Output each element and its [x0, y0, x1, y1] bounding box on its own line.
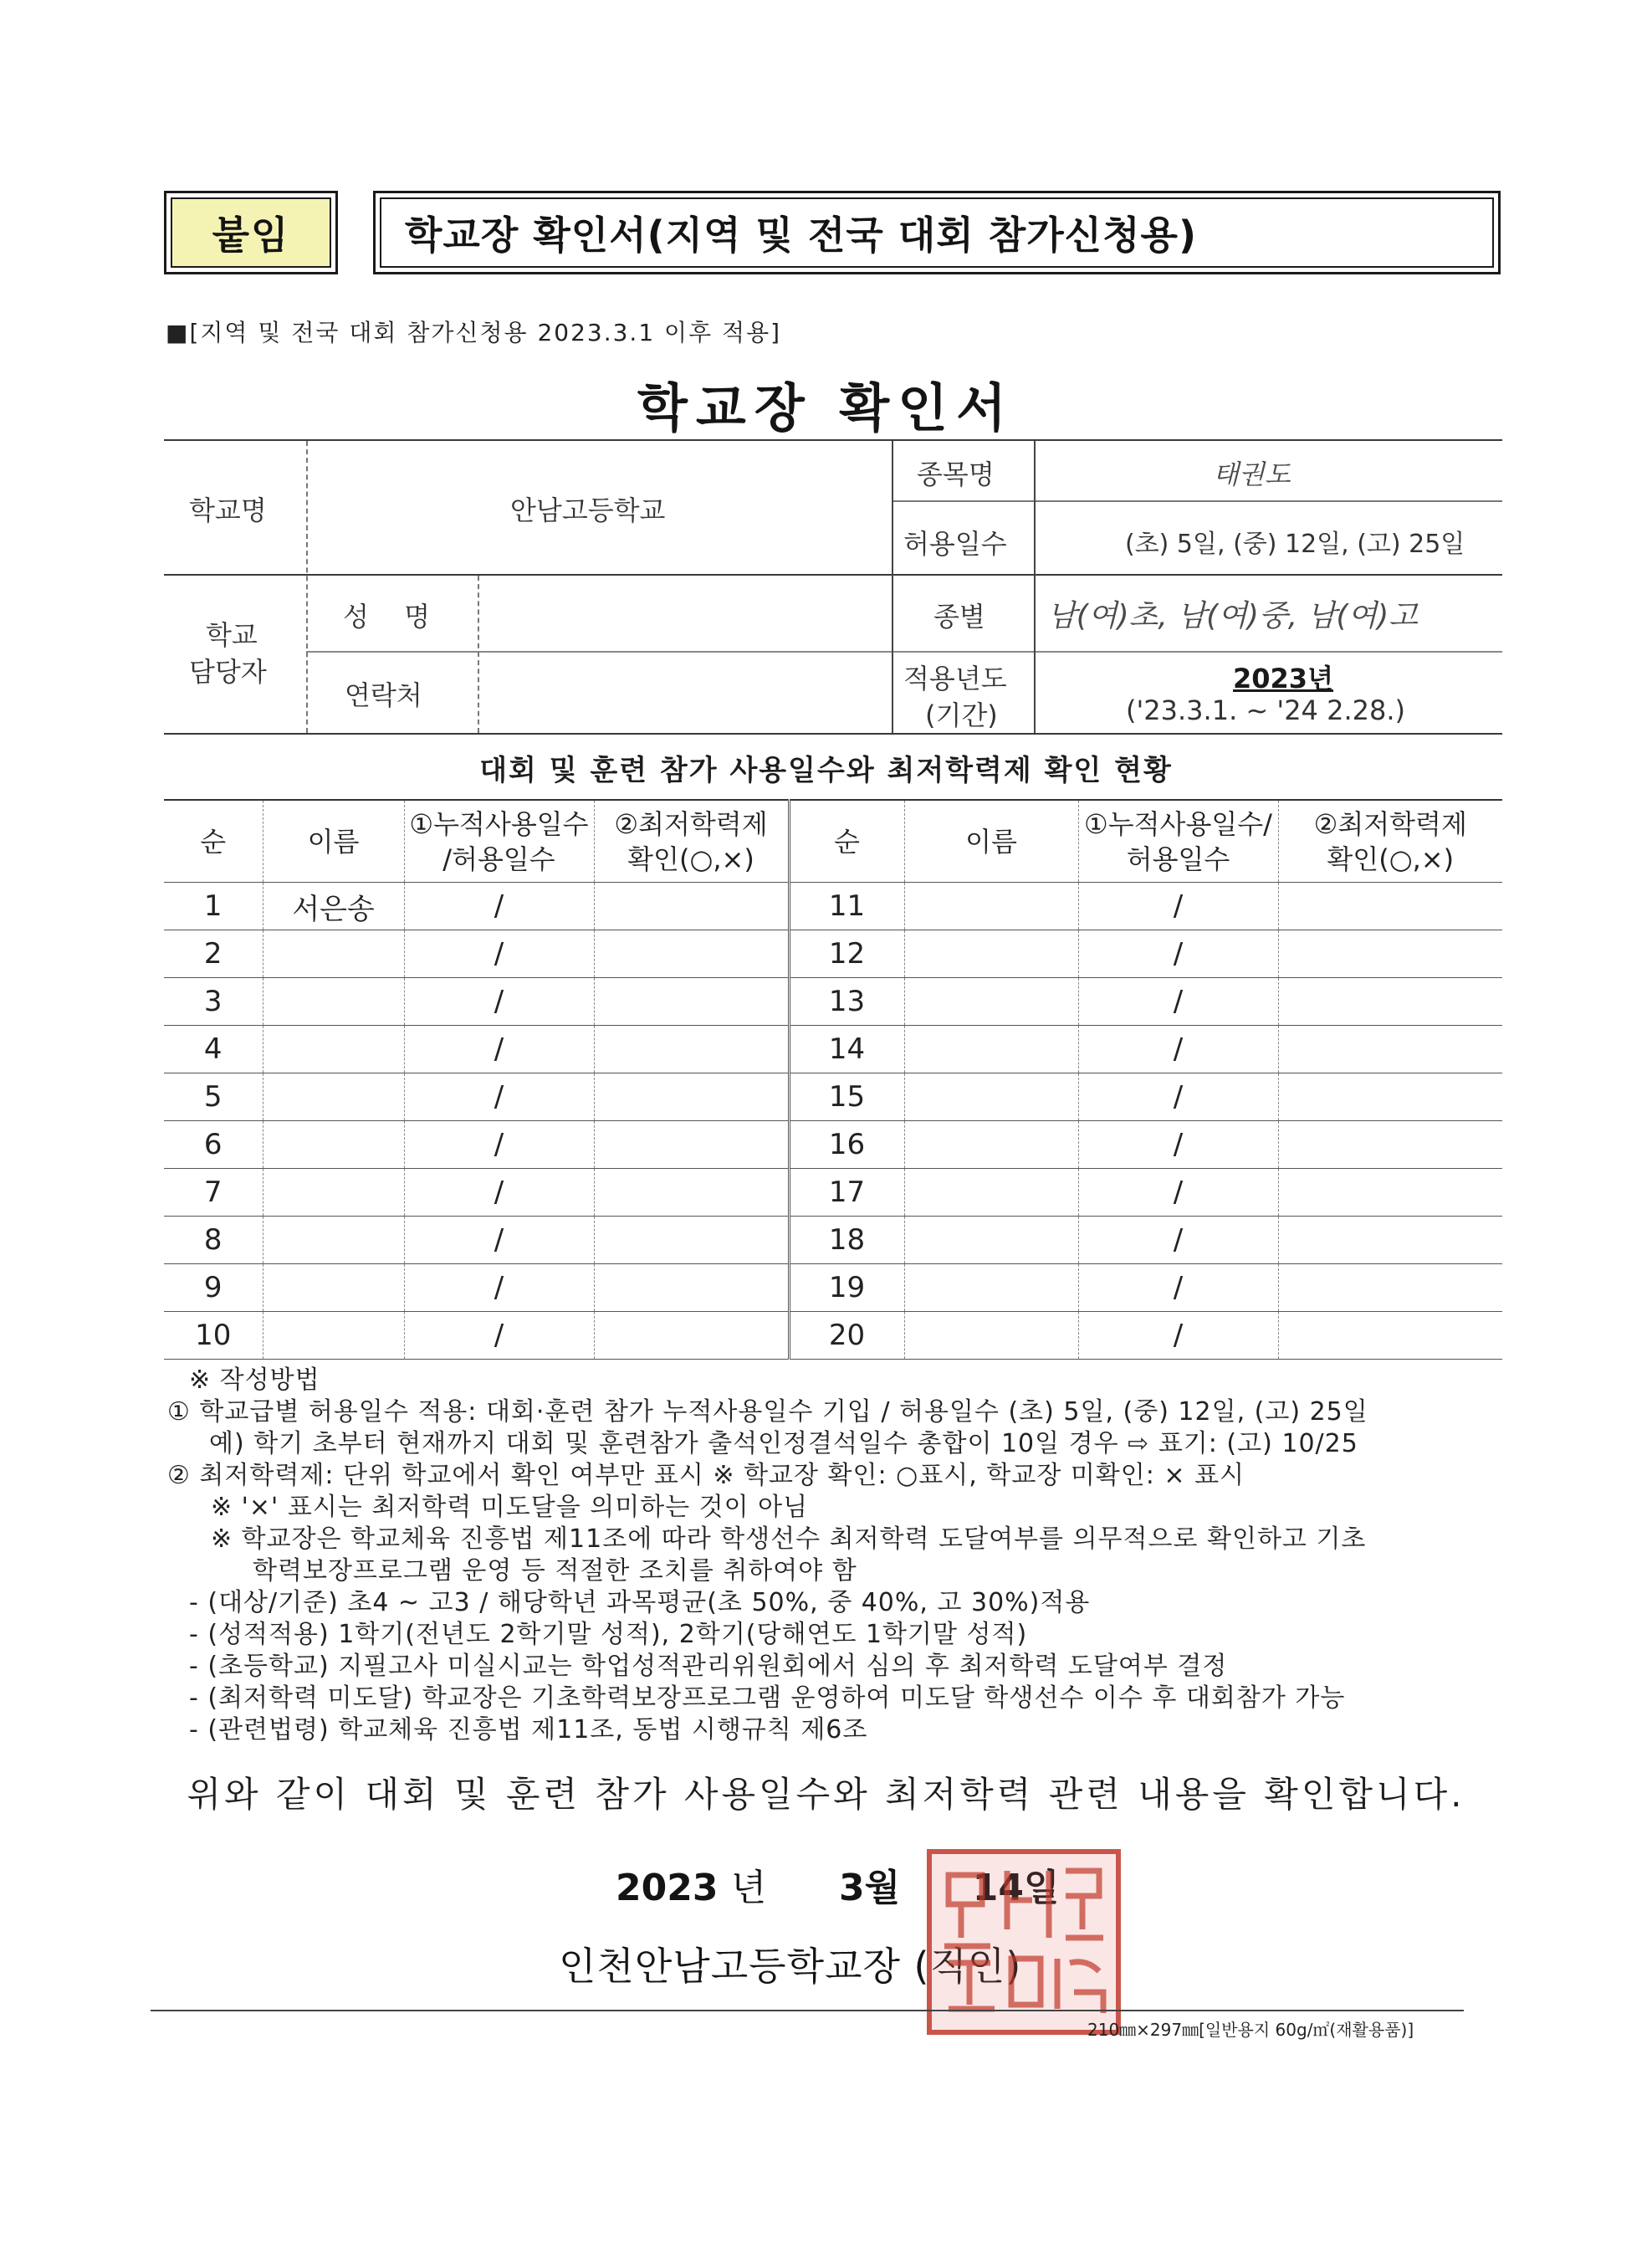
allowed-days-value: (초) 5일, (중) 12일, (고) 25일	[1125, 530, 1465, 559]
table-row	[164, 978, 1502, 1026]
cell-name	[904, 1121, 1078, 1169]
cell-no: 1	[164, 883, 263, 930]
cell-check	[594, 1312, 789, 1360]
cell-days: /	[404, 1264, 594, 1312]
table-row	[164, 1121, 1502, 1169]
cell-no: 4	[164, 1026, 263, 1073]
cell-name	[904, 930, 1078, 978]
cell-check	[1278, 1312, 1502, 1360]
info-divider	[478, 576, 479, 733]
cell-days: /	[404, 1073, 594, 1121]
cell-days: /	[1078, 1169, 1278, 1217]
cell-no: 13	[789, 978, 904, 1026]
header-days: ①누적사용일수 /허용일수	[404, 800, 594, 883]
cell-days: /	[1078, 1264, 1278, 1312]
cell-no: 6	[164, 1121, 263, 1169]
attachment-label: 붙임	[171, 197, 331, 268]
cell-name: 서은송	[263, 883, 404, 930]
period-label-line2: (기간)	[925, 699, 998, 731]
cell-days: /	[404, 1217, 594, 1264]
bottom-rule	[151, 2010, 1464, 2011]
table-row	[164, 883, 1502, 930]
instruction-line: ① 학교급별 허용일수 적용: 대회·훈련 참가 누적사용일수 기입 / 허용일수 (초) 5일, (중) 12일, (고) 25일	[167, 1397, 1368, 1427]
cell-check	[594, 930, 789, 978]
cell-name	[263, 978, 404, 1026]
sport-value: 태권도	[1213, 459, 1291, 490]
date-year-unit: 년	[730, 1867, 767, 1909]
cell-name	[904, 883, 1078, 930]
header-no: 순	[164, 800, 263, 883]
school-name-value: 안남고등학교	[510, 494, 666, 526]
instruction-line: - (초등학교) 지필고사 미실시교는 학업성적관리위원회에서 심의 후 최저학력 도달여부 결정	[189, 1652, 1228, 1681]
period-range: ('23.3.1. ~ '24 2.28.)	[1126, 694, 1405, 726]
manager-name-label: 성 명	[343, 601, 443, 633]
date-year: 2023	[616, 1867, 719, 1909]
document-title: 학교장 확인서	[637, 377, 1015, 438]
cell-no: 16	[789, 1121, 904, 1169]
cell-no: 8	[164, 1217, 263, 1264]
cell-check	[1278, 1264, 1502, 1312]
cell-check	[1278, 978, 1502, 1026]
cell-no: 11	[789, 883, 904, 930]
cell-check	[594, 1264, 789, 1312]
table-row	[164, 1264, 1502, 1312]
cell-check	[1278, 1217, 1502, 1264]
cell-no: 3	[164, 978, 263, 1026]
cell-name	[263, 1169, 404, 1217]
cell-days: /	[404, 978, 594, 1026]
cell-no: 12	[789, 930, 904, 978]
date-month: 3월	[838, 1867, 901, 1909]
cell-check	[594, 1073, 789, 1121]
cell-name	[904, 1264, 1078, 1312]
table-row	[164, 1312, 1502, 1360]
cell-name	[263, 1121, 404, 1169]
instruction-line: - (대상/기준) 초4 ~ 고3 / 해당학년 과목평균(초 50%, 중 40%, 고 30%)적용	[189, 1588, 1091, 1617]
cell-check	[1278, 1073, 1502, 1121]
cell-days: /	[404, 1026, 594, 1073]
info-rule	[306, 651, 1502, 653]
info-top-rule	[164, 439, 1502, 441]
cell-days: /	[404, 1312, 594, 1360]
cell-name	[904, 1312, 1078, 1360]
cell-no: 17	[789, 1169, 904, 1217]
header-name: 이름	[904, 800, 1078, 883]
info-rule	[892, 500, 1502, 502]
confirmation-statement: 위와 같이 대회 및 훈련 참가 사용일수와 최저학력 관련 내용을 확인합니다.	[187, 1774, 1465, 1815]
cell-days: /	[404, 930, 594, 978]
cell-check	[594, 1169, 789, 1217]
cell-name	[263, 1073, 404, 1121]
cell-days: /	[1078, 930, 1278, 978]
table-row	[164, 1169, 1502, 1217]
info-divider	[1034, 441, 1036, 733]
cell-name	[904, 1217, 1078, 1264]
cell-name	[263, 1217, 404, 1264]
cell-no: 7	[164, 1169, 263, 1217]
principal-signature-line: 인천안남고등학교장 (직인)	[559, 1944, 1022, 1989]
allowed-days-label: 허용일수	[903, 528, 1007, 560]
table-row	[164, 1217, 1502, 1264]
cell-days: /	[404, 883, 594, 930]
attachment-badge	[164, 191, 338, 274]
instruction-line: ※ 학교장은 학교체육 진흥법 제11조에 따라 학생선수 최저학력 도달여부를 의무적으로 확인하고 기초	[211, 1524, 1367, 1554]
table-row	[164, 930, 1502, 978]
table-row	[164, 1026, 1502, 1073]
cell-check	[1278, 1026, 1502, 1073]
instruction-line: 학력보장프로그램 운영 등 적절한 조치를 취하여야 함	[253, 1556, 857, 1586]
cell-no: 2	[164, 930, 263, 978]
cell-check	[1278, 1121, 1502, 1169]
date-day: 14일	[972, 1867, 1060, 1909]
cell-name	[904, 1073, 1078, 1121]
header-check: ②최저학력제 확인(○,×)	[594, 800, 789, 883]
cell-name	[263, 930, 404, 978]
cell-check	[594, 1121, 789, 1169]
cell-name	[263, 1264, 404, 1312]
period-label-line1: 적용년도	[903, 663, 1007, 694]
manager-label-line1: 학교	[206, 619, 258, 651]
info-divider	[892, 441, 893, 733]
instruction-line: ② 최저학력제: 단위 학교에서 확인 여부만 표시 ※ 학교장 확인: ○표시, 학교장 미확인: × 표시	[167, 1461, 1245, 1490]
cell-days: /	[1078, 1217, 1278, 1264]
cell-check	[594, 1026, 789, 1073]
cell-no: 10	[164, 1312, 263, 1360]
cell-no: 9	[164, 1264, 263, 1312]
cell-no: 18	[789, 1217, 904, 1264]
school-seal-stamp	[927, 1849, 1121, 2035]
cell-no: 14	[789, 1026, 904, 1073]
school-name-label: 학교명	[189, 494, 267, 526]
header-check: ②최저학력제 확인(○,×)	[1278, 800, 1502, 883]
cell-no: 5	[164, 1073, 263, 1121]
sport-label: 종목명	[917, 459, 995, 490]
seal-graphic-icon	[932, 1854, 1116, 2030]
cell-no: 19	[789, 1264, 904, 1312]
category-label: 종별	[933, 601, 985, 633]
info-divider	[306, 441, 308, 733]
cell-check	[1278, 883, 1502, 930]
cell-check	[1278, 1169, 1502, 1217]
cell-no: 15	[789, 1073, 904, 1121]
cell-check	[1278, 930, 1502, 978]
header-no: 순	[789, 800, 904, 883]
info-rule	[164, 574, 1502, 576]
cell-check	[594, 978, 789, 1026]
instruction-line: - (최저학력 미도달) 학교장은 기초학력보장프로그램 운영하여 미도달 학생선수 이수 후 대회참가 가능	[189, 1683, 1346, 1713]
period-year: 2023년	[1233, 663, 1333, 694]
list-title: 대회 및 훈련 참가 사용일수와 최저학력제 확인 현황	[479, 754, 1173, 787]
info-rule	[164, 733, 1502, 735]
header-title-box	[373, 191, 1501, 274]
cell-check	[594, 1217, 789, 1264]
cell-days: /	[1078, 978, 1278, 1026]
cell-name	[904, 1026, 1078, 1073]
instruction-line: - (성적적용) 1학기(전년도 2학기말 성적), 2학기(당해연도 1학기말 성적)	[189, 1620, 1028, 1649]
cell-name	[904, 1169, 1078, 1217]
cell-days: /	[1078, 1073, 1278, 1121]
usage-list-table	[164, 799, 1502, 1360]
table-header-row	[164, 800, 1502, 883]
instruction-line: ※ '×' 표시는 최저학력 미도달을 의미하는 것이 아님	[211, 1493, 809, 1522]
category-value: 남(여)초, 남(여)중, 남(여)고	[1047, 599, 1419, 633]
cell-days: /	[1078, 1026, 1278, 1073]
instructions-heading: ※ 작성방법	[189, 1365, 320, 1395]
cell-name	[904, 978, 1078, 1026]
cell-days: /	[404, 1169, 594, 1217]
cell-name	[263, 1312, 404, 1360]
instruction-line: 예) 학기 초부터 현재까지 대회 및 훈련참가 출석인정결석일수 총합이 10일 경우 ⇨ 표기: (고) 10/25	[209, 1429, 1358, 1458]
cell-no: 20	[789, 1312, 904, 1360]
header-name: 이름	[263, 800, 404, 883]
contact-label: 연락처	[345, 679, 422, 711]
applicability-note: ■[지역 및 전국 대회 참가신청용 2023.3.1 이후 적용]	[166, 319, 782, 346]
header-title: 학교장 확인서(지역 및 전국 대회 참가신청용)	[380, 197, 1494, 268]
cell-days: /	[1078, 1312, 1278, 1360]
instruction-line: - (관련법령) 학교체육 진흥법 제11조, 동법 시행규칙 제6조	[189, 1715, 868, 1744]
table-row	[164, 1073, 1502, 1121]
cell-days: /	[1078, 883, 1278, 930]
header-days: ①누적사용일수/ 허용일수	[1078, 800, 1278, 883]
cell-check	[594, 883, 789, 930]
cell-days: /	[1078, 1121, 1278, 1169]
paper-spec: 210㎜×297㎜[일반용지 60g/㎡(재활용품)]	[1087, 2020, 1414, 2040]
cell-days: /	[404, 1121, 594, 1169]
cell-name	[263, 1026, 404, 1073]
manager-label-line2: 담당자	[189, 656, 267, 688]
